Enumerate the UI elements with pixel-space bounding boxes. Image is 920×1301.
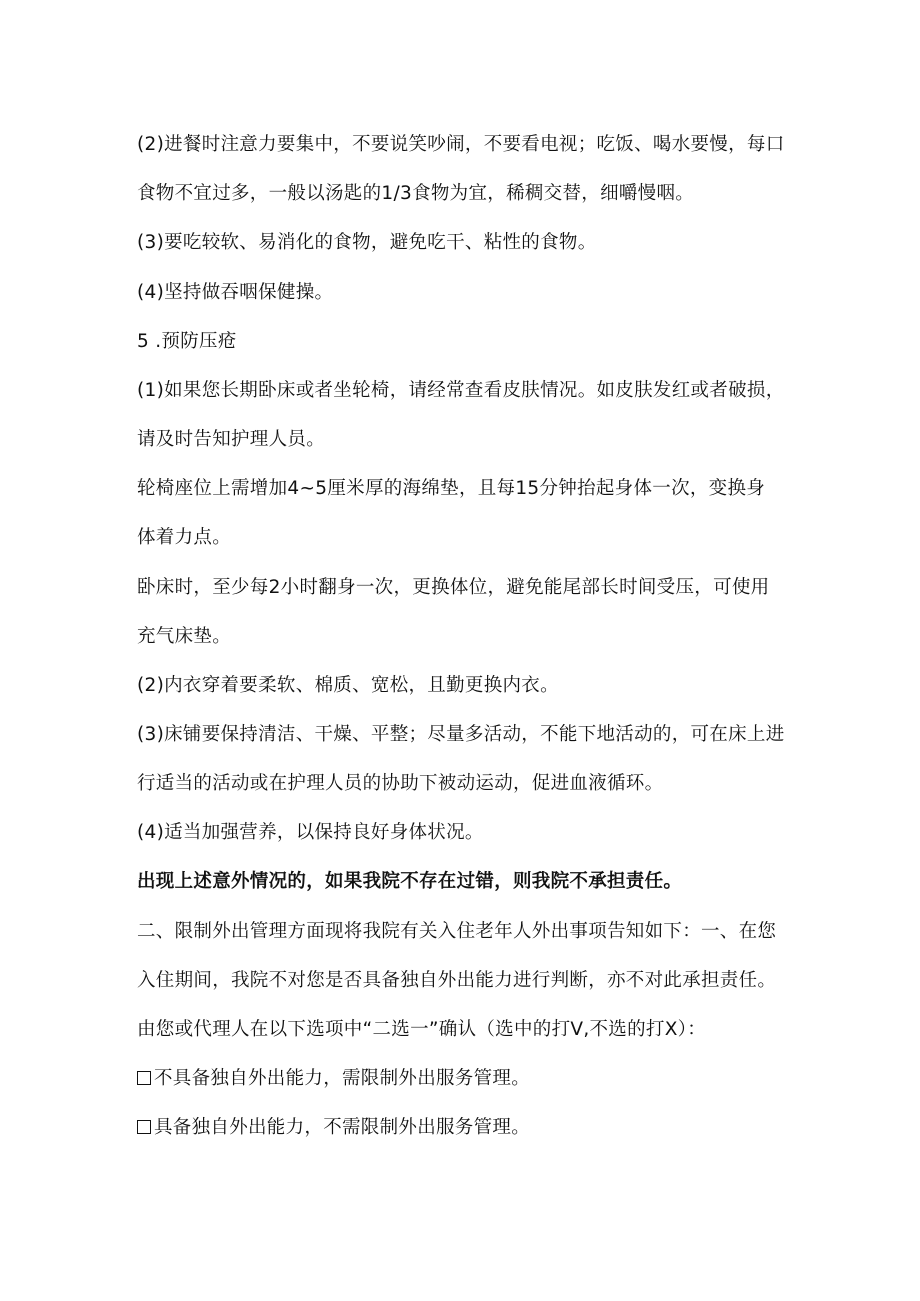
checkbox[interactable] (137, 1071, 151, 1085)
bold-statement: 出现上述意外情况的，如果我院不存在过错，则我院不承担责任。 (137, 871, 683, 892)
text-line: 由您或代理人在以下选项中“二选一”确认（选中的打V,不选的打X）： (137, 1019, 707, 1040)
text-line: (1)如果您长期卧床或者坐轮椅，请经常查看皮肤情况。如皮肤发红或者破损， (137, 380, 785, 401)
text-line: 轮椅座位上需增加4~5厘米厚的海绵垫，且每15分钟抬起身体一次，变换身 (137, 478, 766, 499)
text-line: 体着力点。 (137, 527, 232, 548)
section-heading: 5 .预防压疮 (137, 331, 237, 352)
text-line: 充气床垫。 (137, 626, 232, 647)
text-line: 入住期间，我院不对您是否具备独自外出能力进行判断，亦不对此承担责任。 (137, 970, 777, 991)
text-line: 二、限制外出管理方面现将我院有关入住老年人外出事项告知如下：一、在您 (137, 921, 777, 942)
option-row[interactable] (137, 1115, 530, 1141)
option-label: 具备独自外出能力，不需限制外出服务管理。 (154, 1117, 531, 1138)
text-line: (3)要吃较软、易消化的食物，避免吃干、粘性的食物。 (137, 232, 597, 253)
text-line: 请及时告知护理人员。 (137, 429, 326, 450)
text-line: (4)坚持做吞咽保健操。 (137, 282, 334, 303)
text-line: 卧床时，至少每2小时翻身一次，更换体位，避免能尾部长时间受压，可使用 (137, 577, 770, 598)
option-label: 不具备独自外出能力，需限制外出服务管理。 (154, 1068, 531, 1089)
text-line: (4)适当加强营养，以保持良好身体状况。 (137, 822, 484, 843)
checkbox[interactable] (137, 1120, 151, 1134)
option-row[interactable] (137, 1066, 530, 1092)
text-line: (3)床铺要保持清洁、干燥、平整；尽量多活动，不能下地活动的，可在床上进 (137, 724, 785, 745)
text-line: (2)内衣穿着要柔软、棉质、宽松，且勤更换内衣。 (137, 675, 559, 696)
text-line: 食物不宜过多，一般以汤匙的1/3食物为宜，稀稠交替，细嚼慢咽。 (137, 183, 695, 204)
text-line: (2)进餐时注意力要集中，不要说笑吵闹，不要看电视；吃饭、喝水要慢，每口 (137, 134, 785, 155)
text-line: 行适当的活动或在护理人员的协助下被动运动，促进血液循环。 (137, 773, 664, 794)
